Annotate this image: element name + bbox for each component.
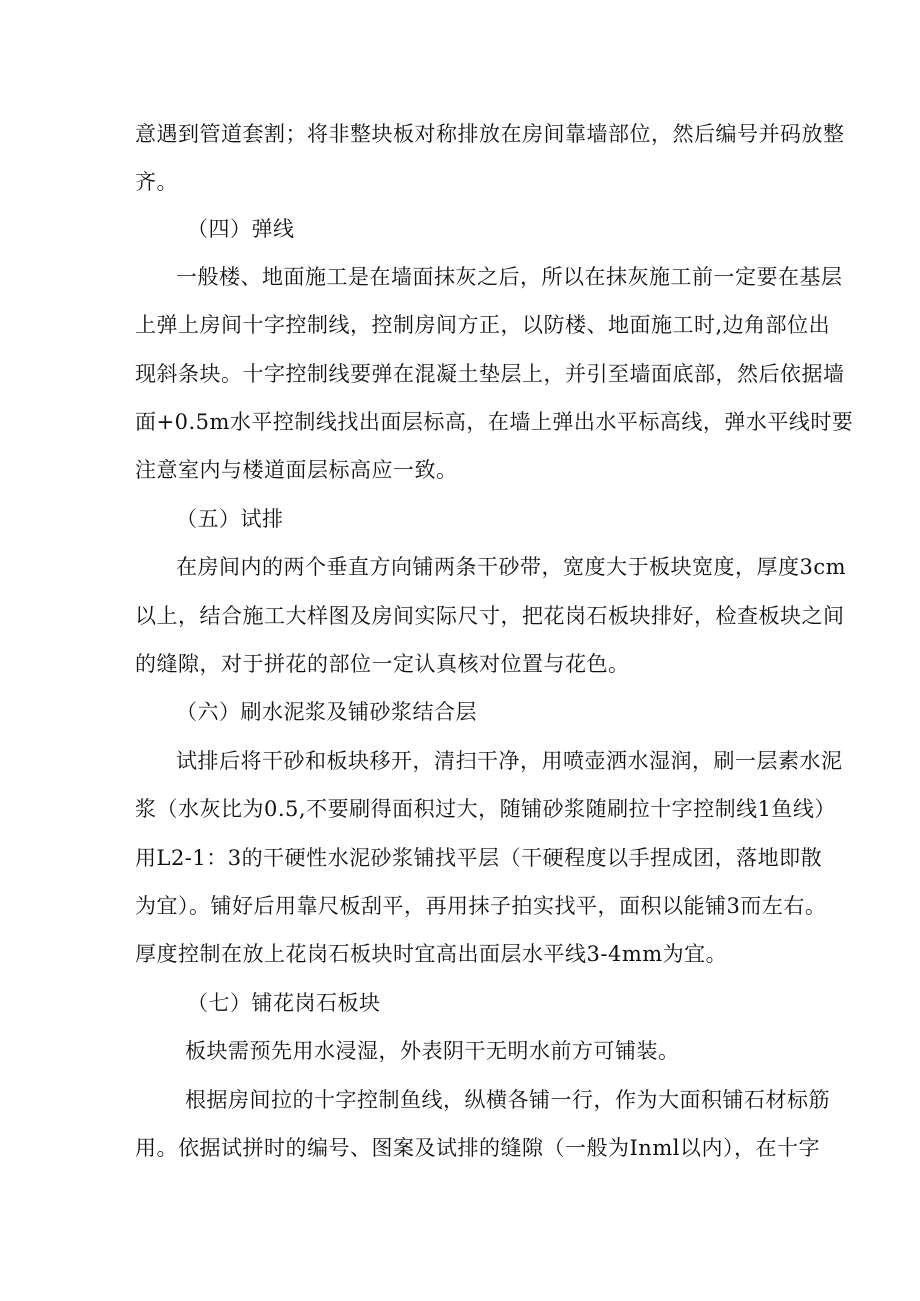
text-line-17: 为宜）。铺好后用靠尺板刮平，再用抹子拍实找平，面积以能铺3而左右。 xyxy=(135,894,827,918)
section-heading-6: （六）刷水泥浆及铺砂浆结合层 xyxy=(176,700,477,724)
text-line-16: 用L2-1：3的干硬性水泥砂浆铺找平层（干硬程度以手捏成团，落地即散 xyxy=(135,846,823,870)
section-heading-7: （七）铺花岗石板块 xyxy=(187,991,381,1015)
text-line-2: 齐。 xyxy=(135,170,178,194)
text-line-8: 注意室内与楼道面层标高应一致。 xyxy=(135,458,458,482)
section-heading-4: （四）弹线 xyxy=(187,217,295,241)
text-line-5: 上弹上房间十字控制线，控制房间方正，以防楼、地面施工时,边角部位出 xyxy=(135,313,831,337)
text-line-11: 以上，结合施工大样图及房间实际尺寸，把花岗石板块排好，检查板块之间 xyxy=(135,604,845,628)
text-line-21: 根据房间拉的十字控制鱼线，纵横各铺一行，作为大面积铺石材标筋 xyxy=(185,1088,830,1112)
text-line-15: 浆（水灰比为0.5,不要刷得面积过大，随铺砂浆随刷拉十字控制线1鱼线） xyxy=(135,797,836,821)
text-line-20: 板块需预先用水浸湿，外表阴干无明水前方可铺装。 xyxy=(185,1039,680,1063)
text-line-18: 厚度控制在放上花岗石板块时宜高出面层水平线3-4mm为宜。 xyxy=(135,942,728,966)
text-line-22: 用。依据试拼时的编号、图案及试排的缝隙（一般为Inml以内），在十字 xyxy=(135,1136,820,1160)
text-line-1: 意遇到管道套割；将非整块板对称排放在房间靠墙部位，然后编号并码放整 xyxy=(135,122,845,146)
text-line-10: 在房间内的两个垂直方向铺两条干砂带，宽度大于板块宽度，厚度3cm xyxy=(176,555,847,579)
text-line-14: 试排后将干砂和板块移开，清扫干净，用喷壶洒水湿润，刷一层素水泥 xyxy=(176,749,843,773)
section-heading-5: （五）试排 xyxy=(176,507,284,531)
text-line-4: 一般楼、地面施工是在墙面抹灰之后，所以在抹灰施工前一定要在基层 xyxy=(176,265,843,289)
text-line-6: 现斜条块。十字控制线要弹在混凝土垫层上，并引至墙面底部，然后依据墙 xyxy=(135,362,845,386)
text-line-12: 的缝隙，对于拼花的部位一定认真核对位置与花色。 xyxy=(135,652,630,676)
text-line-7: 面+0.5m水平控制线找出面层标高，在墙上弹出水平标高线，弹水平线时要 xyxy=(135,410,854,434)
